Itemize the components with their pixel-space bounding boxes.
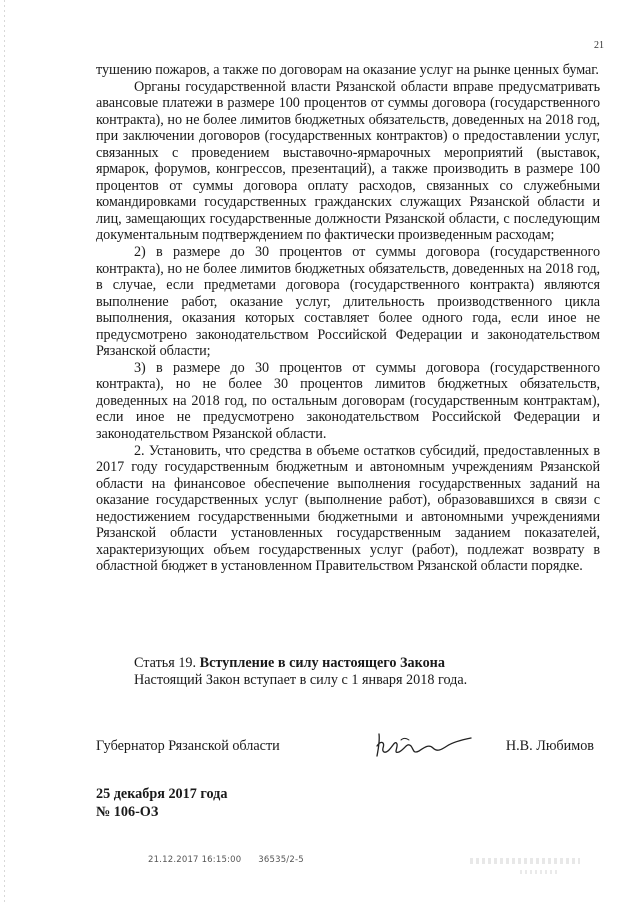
scan-edge-artifact: [4, 0, 5, 905]
scan-noise-artifact: [470, 858, 580, 864]
article-title: Вступление в силу настоящего Закона: [199, 655, 445, 671]
footer-doc-code: 36535/2-5: [258, 855, 304, 865]
document-number: № 106-ОЗ: [96, 804, 159, 820]
article-text: Настоящий Закон вступает в силу с 1 января 2018 года.: [134, 672, 468, 688]
article-19: [134, 655, 467, 689]
paragraph-item-3: 3) в размере до 30 процентов от суммы договора (государственного контракта), но не более 30 процентов лимитов бюджетных обязательств, доведенных на 2018 год, по остальным договорам (государственным контрактам), если иное не предусмотрено законодательством Российской Федерации и законодательством Рязанской области.: [96, 359, 600, 443]
signature-row: [96, 738, 600, 778]
governor-name: Н.В. Любимов: [505, 738, 594, 754]
paragraph-continuation: тушению пожаров, а также по договорам на оказание услуг на рынке ценных бумаг.: [96, 62, 599, 78]
article-heading: [134, 655, 467, 672]
document-date: 25 декабря 2017 года: [96, 786, 228, 802]
footer-timestamp: 21.12.2017 16:15:00: [148, 855, 242, 865]
footer-stamp: [148, 855, 318, 865]
paragraph-section-2: 2. Установить, что средства в объеме остатков субсидий, предоставленных в 2017 году государственным бюджетным и автономным учреждениям Рязанской области на финансовое обеспечение выполнения государственных заданий на оказание государственных услуг (выполнение работ), образовавшихся в связи с недостижением государственными бюджетными и автономными учреждениями Рязанской области установленных государственным заданием показателей, характеризующих объем государственных услуг (работ), подлежат возврату в областной бюджет в установленном Правительством Рязанской области порядке.: [96, 442, 600, 575]
article-prefix: Статья 19.: [134, 655, 200, 671]
page-number: 21: [594, 40, 604, 51]
governor-label: Губернатор Рязанской области: [96, 738, 280, 754]
law-body-text: [96, 62, 600, 575]
paragraph-item-2: 2) в размере до 30 процентов от суммы договора (государственного контракта), но не более лимитов бюджетных обязательств, доведенных на 2018 год, в случае, если предметами договора (государственного контракта) являются выполнение работ, оказание услуг, длительность производственного цикла выполнения, оказания которых составляет более одного года, если иное не предусмотрено законодательством Российской Федерации и законодательством Рязанской области;: [96, 244, 600, 360]
handwritten-signature: [371, 726, 476, 764]
scan-noise-artifact-small: [520, 870, 560, 874]
paragraph-advance-payments: Органы государственной власти Рязанской области вправе предусматривать авансовые платежи в размере 100 процентов от суммы договора (государственного контракта), но не более лимитов бюджетных обязательств, доведенных на 2018 год, при заключении договоров (государственных контрактов) о предоставлении услуг, связанных с проведением выставочно-ярмарочных мероприятий (выставок, ярмарок, форумов, конгрессов, презентаций), а также производить в размере 100 процентов от суммы договора оплату расходов, связанных со служебными командировками государственных гражданских служащих Рязанской области и лиц, замещающих государственные должности Рязанской области, с последующим документальным подтверждением по фактически произведенным расходам;: [96, 78, 600, 244]
date-block: [96, 785, 227, 821]
